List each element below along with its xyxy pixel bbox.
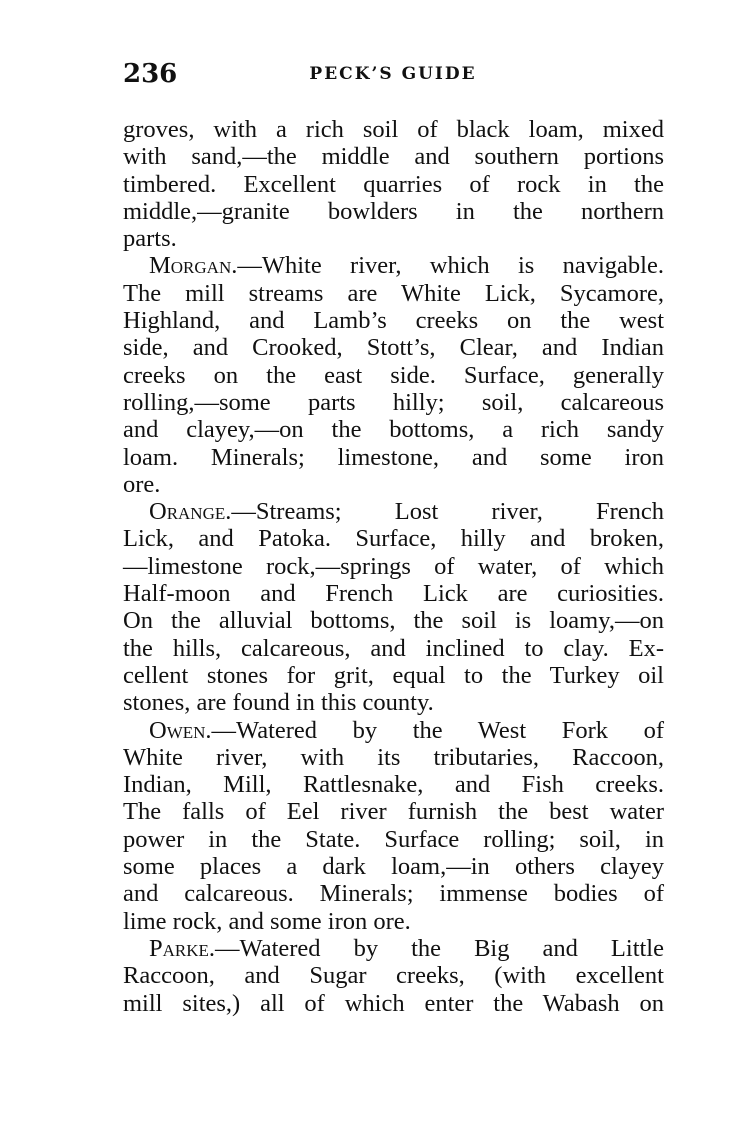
paragraph-parke xyxy=(123,935,664,1017)
text-line: Half-moon and French Lick are curiosities. xyxy=(123,580,664,608)
text-line xyxy=(123,717,664,744)
county-heading-owen: Owen. xyxy=(149,716,212,744)
text-line xyxy=(123,252,664,279)
text-line xyxy=(123,935,664,962)
text-line: with sand,—the middle and southern portions xyxy=(123,143,664,171)
text-line: ore. xyxy=(123,470,161,498)
text-line: The falls of Eel river furnish the best water xyxy=(123,798,664,826)
text-line: power in the State. Surface rolling; soil, in xyxy=(123,825,664,853)
text-line: the hills, calcareous, and inclined to clay. Ex- xyxy=(123,634,664,662)
text-line: and calcareous. Minerals; immense bodies of xyxy=(123,880,664,908)
text-line xyxy=(123,498,664,525)
text-line: side, and Crooked, Stott’s, Clear, and Indian xyxy=(123,334,664,362)
text-line: Raccoon, and Sugar creeks, (with excellent xyxy=(123,962,664,990)
text-line: loam. Minerals; limestone, and some iron xyxy=(123,443,664,471)
county-heading-morgan: Morgan. xyxy=(149,252,238,280)
text-run: —Watered by the West Fork of xyxy=(211,716,664,744)
text-run: —White river, which is navigable. xyxy=(237,252,664,280)
text-line: On the alluvial bottoms, the soil is loamy,—on xyxy=(123,607,664,635)
running-head: PECK’S GUIDE xyxy=(309,64,477,84)
text-line: timbered. Excellent quarries of rock in the xyxy=(123,170,664,198)
paragraph-orange xyxy=(123,498,664,716)
text-line: Lick, and Patoka. Surface, hilly and broken, xyxy=(123,525,664,553)
county-heading-parke: Parke. xyxy=(149,934,216,962)
text-line: Indian, Mill, Rattlesnake, and Fish creeks. xyxy=(123,771,664,799)
text-line: and clayey,—on the bottoms, a rich sandy xyxy=(123,416,664,444)
text-line: mill sites,) all of which enter the Wabash on xyxy=(123,989,664,1017)
page-header xyxy=(123,56,663,92)
text-line: parts. xyxy=(123,225,177,253)
text-line: creeks on the east side. Surface, generally xyxy=(123,361,664,389)
paragraph-morgan xyxy=(123,252,664,498)
text-line: middle,—granite bowlders in the northern xyxy=(123,197,664,225)
text-run: —Streams; Lost river, French xyxy=(231,498,664,526)
page-number: 236 xyxy=(123,59,178,89)
text-line: cellent stones for grit, equal to the Turkey oil xyxy=(123,661,664,689)
text-run: —Watered by the Big and Little xyxy=(215,934,664,962)
text-line: rolling,—some parts hilly; soil, calcareous xyxy=(123,388,664,416)
text-line: groves, with a rich soil of black loam, mixed xyxy=(123,116,664,143)
paragraph-continuation xyxy=(123,116,664,252)
text-line: lime rock, and some iron ore. xyxy=(123,907,411,935)
body-text xyxy=(123,116,664,1017)
text-line: The mill streams are White Lick, Sycamore, xyxy=(123,279,664,307)
text-line: White river, with its tributaries, Raccoon, xyxy=(123,743,664,771)
paragraph-owen xyxy=(123,717,664,935)
text-line: Highland, and Lamb’s creeks on the west xyxy=(123,307,664,335)
text-line: some places a dark loam,—in others clayey xyxy=(123,853,664,881)
text-line: stones, are found in this county. xyxy=(123,689,434,717)
county-heading-orange: Orange. xyxy=(149,498,232,526)
text-line: —limestone rock,—springs of water, of which xyxy=(123,552,664,580)
